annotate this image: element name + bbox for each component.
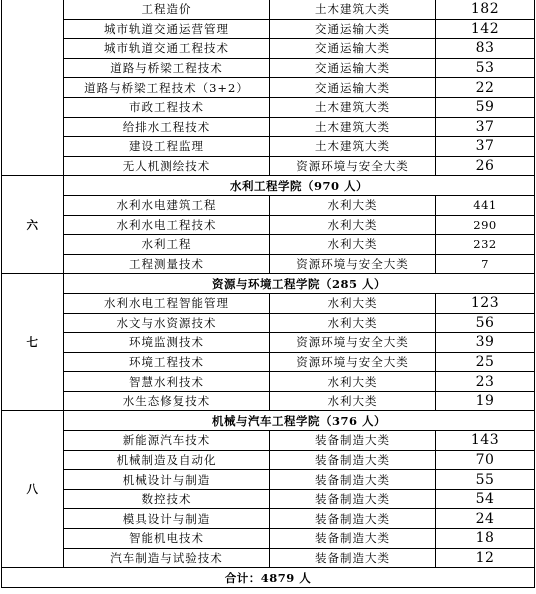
table-row [2, 313, 535, 333]
major-cell: 环境工程技术 [64, 352, 270, 372]
table-row [2, 470, 535, 490]
table-row [2, 509, 535, 529]
section-index-cell: 八 [2, 411, 64, 568]
category-cell: 水利大类 [270, 391, 436, 411]
major-cell: 工程测量技术 [64, 254, 270, 274]
table-row [2, 391, 535, 411]
count-cell: 23 [436, 372, 535, 392]
count-cell: 37 [436, 137, 535, 157]
section-header-row [2, 176, 535, 196]
category-cell: 装备制造大类 [270, 470, 436, 490]
major-cell: 水利工程 [64, 235, 270, 255]
category-cell: 资源环境与安全大类 [270, 156, 436, 176]
table-row [2, 450, 535, 470]
category-cell: 装备制造大类 [270, 509, 436, 529]
section-index-cell: 六 [2, 176, 64, 274]
category-cell: 土木建筑大类 [270, 0, 436, 19]
major-cell: 给排水工程技术 [64, 117, 270, 137]
category-cell: 土木建筑大类 [270, 117, 436, 137]
section-header-row [2, 274, 535, 294]
count-cell: 182 [436, 0, 535, 19]
section-index-cell: 七 [2, 274, 64, 411]
table-row [2, 19, 535, 39]
major-cell: 数控技术 [64, 489, 270, 509]
section-title: 水利工程学院（970 人） [64, 176, 535, 196]
count-cell: 54 [436, 489, 535, 509]
category-cell: 资源环境与安全大类 [270, 352, 436, 372]
major-cell: 工程造价 [64, 0, 270, 19]
count-cell: 53 [436, 58, 535, 78]
count-cell: 12 [436, 548, 535, 568]
major-cell: 建设工程监理 [64, 137, 270, 157]
category-cell: 交通运输大类 [270, 39, 436, 59]
table-row [2, 117, 535, 137]
major-cell: 水文与水资源技术 [64, 313, 270, 333]
count-cell: 56 [436, 313, 535, 333]
major-cell: 环境监测技术 [64, 333, 270, 353]
count-cell: 18 [436, 529, 535, 549]
section-header-row [2, 411, 535, 431]
total-row [2, 568, 535, 588]
table-row [2, 97, 535, 117]
section-title: 资源与环境工程学院（285 人） [64, 274, 535, 294]
category-cell: 交通运输大类 [270, 78, 436, 98]
count-cell: 25 [436, 352, 535, 372]
table-row [2, 489, 535, 509]
table-row [2, 156, 535, 176]
major-cell: 水生态修复技术 [64, 391, 270, 411]
category-cell: 交通运输大类 [270, 19, 436, 39]
category-cell: 水利大类 [270, 313, 436, 333]
major-cell: 汽车制造与试验技术 [64, 548, 270, 568]
total-label: 合计：4879 人 [2, 568, 535, 588]
major-cell: 道路与桥梁工程技术 [64, 58, 270, 78]
table-row [2, 529, 535, 549]
count-cell: 24 [436, 509, 535, 529]
major-cell: 市政工程技术 [64, 97, 270, 117]
section-index-cell [2, 0, 64, 176]
table-row [2, 235, 535, 255]
major-cell: 智慧水利技术 [64, 372, 270, 392]
count-cell: 59 [436, 97, 535, 117]
count-cell: 143 [436, 431, 535, 451]
category-cell: 水利大类 [270, 215, 436, 235]
count-cell: 26 [436, 156, 535, 176]
count-cell: 290 [436, 215, 535, 235]
major-cell: 水利水电工程技术 [64, 215, 270, 235]
category-cell: 装备制造大类 [270, 450, 436, 470]
category-cell: 装备制造大类 [270, 529, 436, 549]
count-cell: 7 [436, 254, 535, 274]
count-cell: 22 [436, 78, 535, 98]
major-cell: 模具设计与制造 [64, 509, 270, 529]
count-cell: 142 [436, 19, 535, 39]
count-cell: 83 [436, 39, 535, 59]
table-row [2, 58, 535, 78]
major-cell: 机械设计与制造 [64, 470, 270, 490]
category-cell: 资源环境与安全大类 [270, 254, 436, 274]
count-cell: 37 [436, 117, 535, 137]
count-cell: 19 [436, 391, 535, 411]
table-row [2, 254, 535, 274]
section-title: 机械与汽车工程学院（376 人） [64, 411, 535, 431]
major-cell: 水利水电工程智能管理 [64, 293, 270, 313]
count-cell: 55 [436, 470, 535, 490]
major-cell: 新能源汽车技术 [64, 431, 270, 451]
count-cell: 123 [436, 293, 535, 313]
table-row [2, 78, 535, 98]
table-row [2, 0, 535, 19]
table-row [2, 372, 535, 392]
category-cell: 水利大类 [270, 372, 436, 392]
major-cell: 无人机测绘技术 [64, 156, 270, 176]
category-cell: 资源环境与安全大类 [270, 333, 436, 353]
major-cell: 智能机电技术 [64, 529, 270, 549]
major-cell: 机械制造及自动化 [64, 450, 270, 470]
table-row [2, 137, 535, 157]
category-cell: 装备制造大类 [270, 431, 436, 451]
count-cell: 232 [436, 235, 535, 255]
table-row [2, 333, 535, 353]
category-cell: 装备制造大类 [270, 489, 436, 509]
table-row [2, 352, 535, 372]
major-cell: 水利水电建筑工程 [64, 195, 270, 215]
major-cell: 城市轨道交通运营管理 [64, 19, 270, 39]
table-row [2, 548, 535, 568]
major-cell: 道路与桥梁工程技术（3+2） [64, 78, 270, 98]
table-row [2, 195, 535, 215]
category-cell: 水利大类 [270, 195, 436, 215]
count-cell: 441 [436, 195, 535, 215]
category-cell: 土木建筑大类 [270, 137, 436, 157]
category-cell: 交通运输大类 [270, 58, 436, 78]
table-row [2, 215, 535, 235]
count-cell: 39 [436, 333, 535, 353]
category-cell: 水利大类 [270, 235, 436, 255]
enrollment-table [1, 0, 535, 588]
table-row [2, 431, 535, 451]
category-cell: 土木建筑大类 [270, 97, 436, 117]
category-cell: 装备制造大类 [270, 548, 436, 568]
major-cell: 城市轨道交通工程技术 [64, 39, 270, 59]
count-cell: 70 [436, 450, 535, 470]
category-cell: 水利大类 [270, 293, 436, 313]
table-row [2, 39, 535, 59]
table-row [2, 293, 535, 313]
